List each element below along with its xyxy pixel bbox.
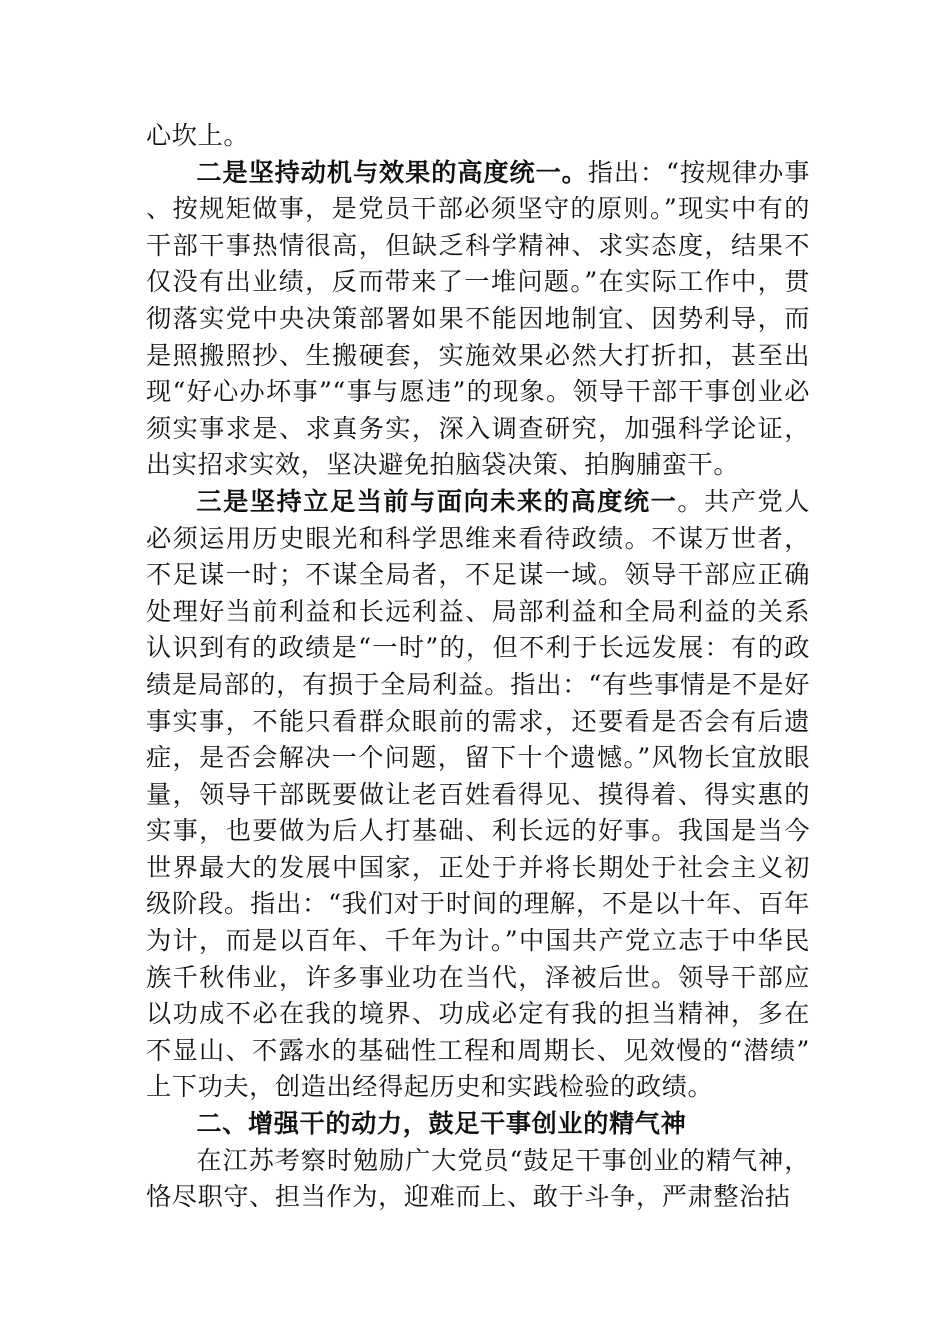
- paragraph-body-motive-effect: 指出：“按规律办事、按规矩做事，是党员干部必须坚守的原则。”现实中有的干部干事热情很高，但缺乏科学精神、求实态度，结果不仅没有出业绩，反而带来了一堆问题。”在实际工作中，贯彻落实党中央决策部署如果不能因地制宜、因势利导，而是照搬照抄、生搬硬套，实施效果必然大打折扣，甚至出现“好心办坏事”“事与愿违”的现象。领导干部干事创业必须实事求是、求真务实，深入调查研究，加强科学论证，出实招求实效，坚决避免拍脑袋决策、拍胸脯蛮干。: [146, 157, 810, 480]
- paragraph-jiangsu: 在江苏考察时勉励广大党员“鼓足干事创业的精气神，恪尽职守、担当作为，迎难而上、敢于斗争，严肃整治拈: [146, 1145, 810, 1212]
- continuation-text: 心坎上。: [146, 121, 250, 150]
- paragraph-lead-present-future: 三是坚持立足当前与面向未来的高度统一: [196, 486, 678, 516]
- section-heading: 二、增强干的动力，鼓足干事创业的精气神: [196, 1109, 687, 1139]
- paragraph-present-future: [146, 484, 810, 1106]
- document-page: [146, 118, 810, 1216]
- paragraph-body-present-future: 。共产党人必须运用历史眼光和科学思维来看待政绩。不谋万世者，不足谋一时；不谋全局者，不足谋一域。领导干部应正确处理好当前利益和长远利益、局部利益和全局利益的关系认识到有的政绩是“一时”的，但不利于长远发展：有的政绩是局部的，有损于全局利益。指出：“有些事情是不是好事实事，不能只看群众眼前的需求，还要看是否会有后遗症，是否会解决一个问题，留下十个遗憾。”风物长宜放眼量，领导干部既要做让老百姓看得见、摸得着、得实惠的实事，也要做为后人打基础、利长远的好事。我国是当今世界最大的发展中国家，正处于并将长期处于社会主义初级阶段。指出：“我们对于时间的理解，不是以十年、百年为计，而是以百年、千年为计。”中国共产党立志于中华民族千秋伟业，许多事业功在当代，泽被后世。领导干部应以功成不必在我的境界、功成必定有我的担当精神，多在不显山、不露水的基础性工程和周期长、见效慢的“潜绩”上下功夫，创造出经得起历史和实践检验的政绩。: [146, 486, 810, 1102]
- continuation-paragraph: [146, 118, 810, 155]
- paragraph-lead-motive-effect: 二是坚持动机与效果的高度统一。: [196, 157, 588, 187]
- paragraph-motive-effect: [146, 155, 810, 484]
